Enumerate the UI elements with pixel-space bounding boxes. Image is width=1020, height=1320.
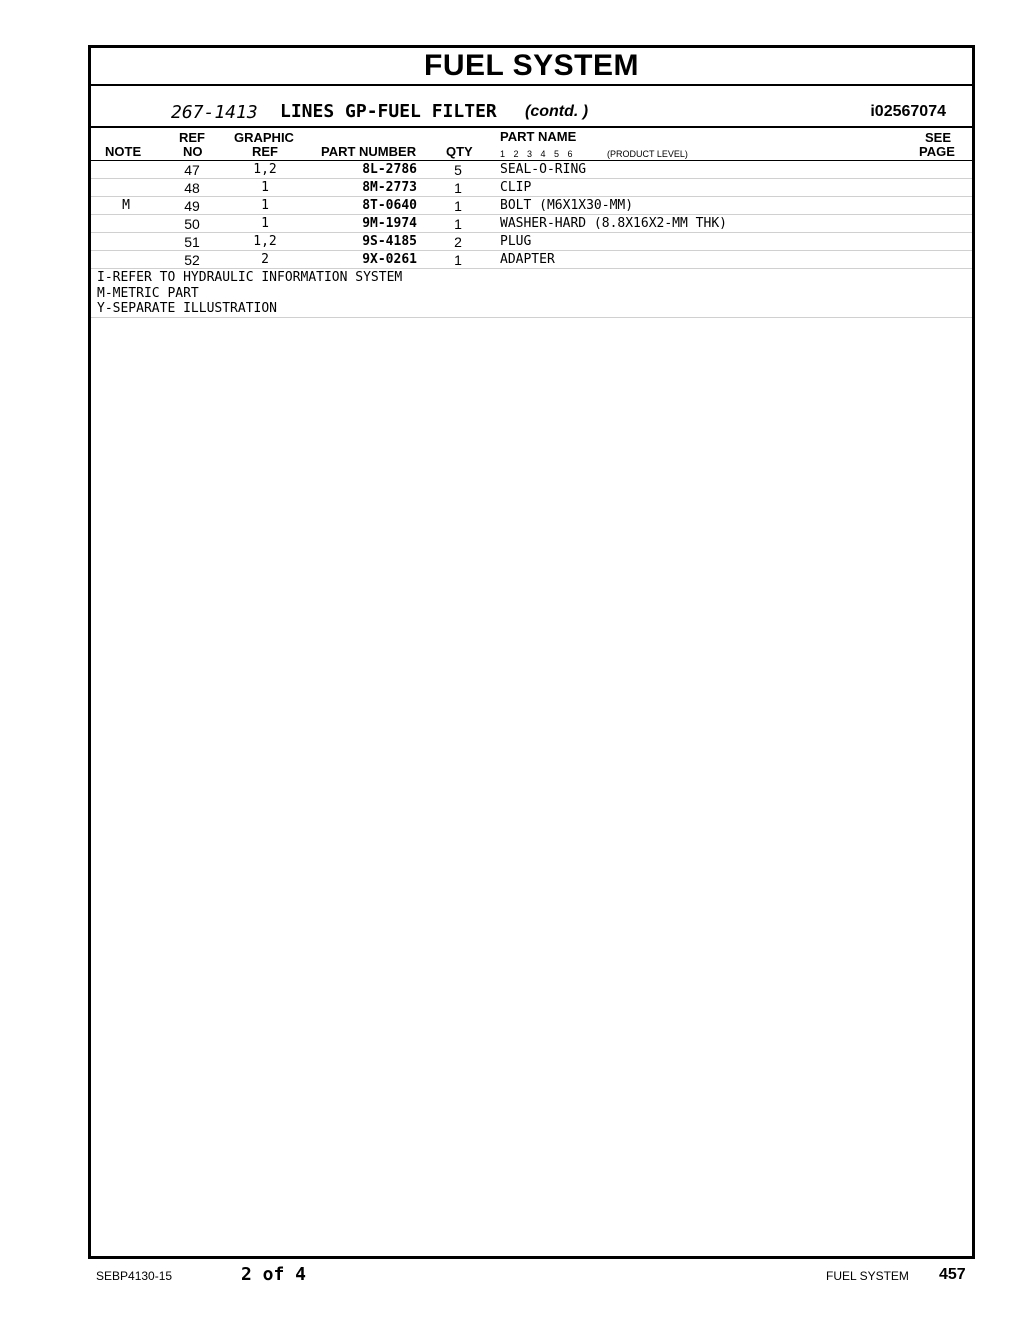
row-qty: 5 [454, 162, 462, 178]
row-qty: 1 [454, 198, 462, 214]
group-name: LINES GP-FUEL FILTER [280, 101, 497, 122]
col-graphic-label-2: REF [252, 144, 278, 159]
table-row [91, 179, 972, 197]
row-ref-no: 49 [184, 198, 200, 214]
row-ref-no: 52 [184, 252, 200, 268]
note-line: Y-SEPARATE ILLUSTRATION [97, 301, 278, 316]
row-qty: 1 [454, 216, 462, 232]
row-ref-no: 47 [184, 162, 200, 178]
footer-section: FUEL SYSTEM [826, 1269, 909, 1283]
row-ref-no: 48 [184, 180, 200, 196]
product-level-numbers: 1 2 3 4 5 6 [500, 149, 573, 159]
col-see-label-2: PAGE [919, 144, 955, 159]
row-ref-no: 50 [184, 216, 200, 232]
table-row [91, 197, 972, 215]
row-part-number[interactable]: 9S-4185 [362, 234, 417, 249]
row-part-name: SEAL-O-RING [500, 162, 587, 177]
row-ref-no: 51 [184, 234, 200, 250]
footer-page-of: 2 of 4 [241, 1264, 307, 1285]
column-headers [91, 128, 972, 161]
illustration-id: i02567074 [870, 103, 946, 120]
col-graphic-label-1: GRAPHIC [234, 130, 294, 145]
row-part-number[interactable]: 9X-0261 [362, 252, 417, 267]
table-row [91, 161, 972, 179]
col-ref-label-2: NO [183, 144, 203, 159]
col-see-label-1: SEE [925, 130, 952, 145]
row-part-number[interactable]: 8T-0640 [362, 198, 417, 213]
product-level-label: (PRODUCT LEVEL) [607, 149, 688, 159]
row-part-name: ADAPTER [500, 252, 555, 267]
footer-doc-number: SEBP4130-15 [96, 1269, 173, 1283]
table-row [91, 233, 972, 251]
page-title: FUEL SYSTEM [424, 49, 639, 82]
notes-legend [91, 269, 972, 318]
page-footer [0, 1264, 1020, 1294]
row-part-name: PLUG [500, 234, 532, 249]
note-line: M-METRIC PART [97, 285, 199, 301]
col-qty: QTY [446, 144, 473, 159]
note-line: I-REFER TO HYDRAULIC INFORMATION SYSTEM [97, 270, 403, 285]
group-header [91, 86, 972, 128]
page-title-bar [91, 48, 972, 86]
row-part-name: CLIP [500, 180, 532, 195]
row-part-number[interactable]: 8L-2786 [362, 162, 417, 177]
row-part-number[interactable]: 9M-1974 [362, 216, 417, 231]
row-part-name: WASHER-HARD (8.8X16X2-MM THK) [500, 216, 727, 231]
parts-page-frame [88, 45, 975, 1259]
footer-page-number: 457 [939, 1266, 966, 1283]
row-graphic-ref: 1,2 [253, 234, 277, 249]
row-graphic-ref: 1 [261, 216, 269, 231]
col-note: NOTE [105, 144, 142, 159]
row-note: M [122, 198, 130, 213]
table-row [91, 251, 972, 269]
row-part-name: BOLT (M6X1X30-MM) [500, 198, 634, 213]
group-number[interactable]: 267-1413 [171, 102, 258, 123]
row-part-number[interactable]: 8M-2773 [362, 180, 417, 195]
col-part-number: PART NUMBER [321, 144, 417, 159]
row-graphic-ref: 1,2 [253, 162, 277, 177]
row-graphic-ref: 1 [261, 180, 269, 195]
row-graphic-ref: 2 [261, 252, 269, 267]
row-qty: 1 [454, 252, 462, 268]
col-ref-label-1: REF [179, 130, 205, 145]
parts-table-body [91, 161, 972, 318]
row-qty: 2 [454, 234, 462, 250]
row-graphic-ref: 1 [261, 198, 269, 213]
group-contd: (contd. ) [525, 103, 589, 120]
row-qty: 1 [454, 180, 462, 196]
col-part-name: PART NAME [500, 129, 577, 144]
table-row [91, 215, 972, 233]
